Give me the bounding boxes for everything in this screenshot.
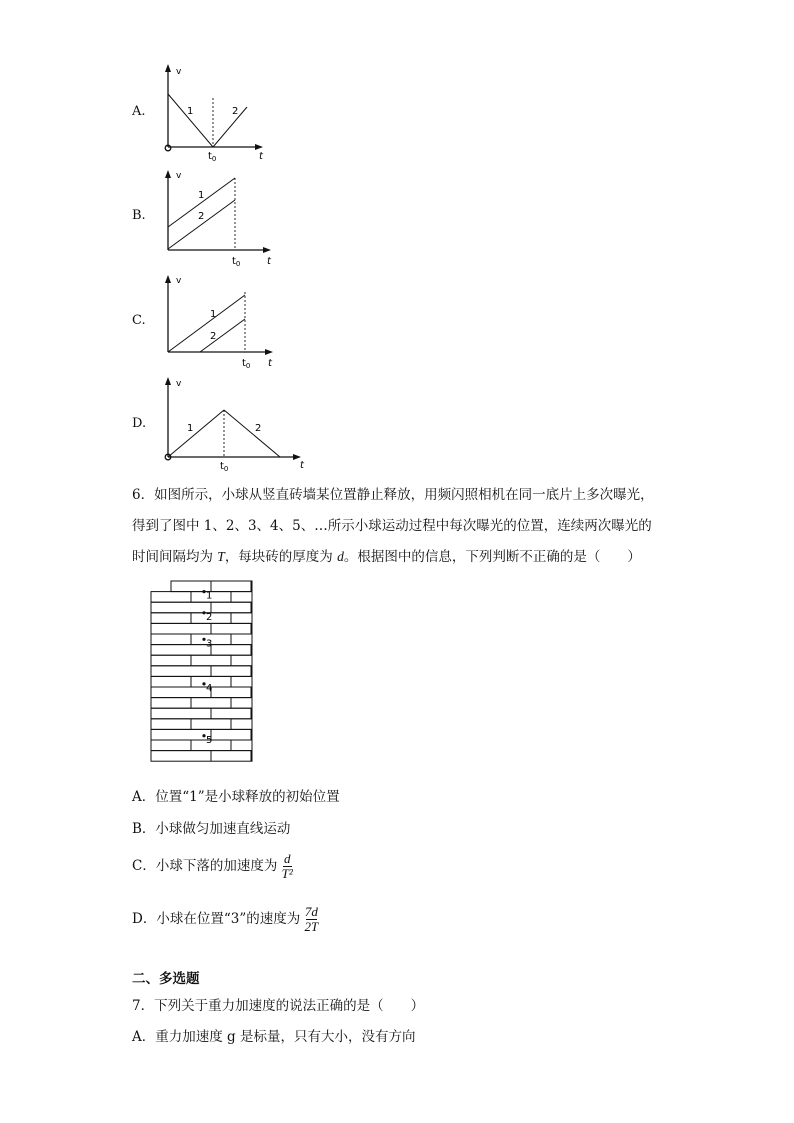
line-1 <box>168 94 213 147</box>
line-2-label: 2 <box>210 331 217 342</box>
v-axis-label: v <box>176 276 182 286</box>
line-1-label: 1 <box>187 106 194 117</box>
q7-stem: 7．下列关于重力加速度的说法正确的是（ ） <box>132 998 425 1014</box>
section-title-multiple-choice: 二、多选题 <box>132 971 200 987</box>
v-axis-label: v <box>176 379 182 389</box>
v-axis-label: v <box>176 67 182 77</box>
q7-option-a: A．重力加速度 g 是标量，只有大小，没有方向 <box>132 1029 416 1045</box>
position-label-5: 5 <box>206 734 213 746</box>
t-axis-label: t <box>268 358 272 369</box>
option-a-label: A. <box>132 104 146 119</box>
line-1 <box>168 295 245 352</box>
q6-line-3: 时间间隔均为 T，每块砖的厚度为 d。根据图中的信息，下列判断不正确的是（ ） <box>132 549 641 565</box>
position-label-2: 2 <box>206 611 213 623</box>
t-axis-label: t <box>259 151 263 162</box>
line-2-label: 2 <box>198 211 205 222</box>
t-axis-label: t <box>267 256 271 267</box>
v-axis-label: v <box>176 171 182 181</box>
line-1-label: 1 <box>198 190 205 201</box>
option-c-graph <box>160 270 282 375</box>
line-2-label: 2 <box>255 423 262 434</box>
option-d-label: D. <box>132 416 147 431</box>
t0-label: $t_0$ <box>208 151 217 163</box>
option-a-graph <box>160 62 275 164</box>
q6-option-c: C．小球下落的加速度为 $\frac{d}{\text{T²}}$ <box>132 851 293 881</box>
q6-option-a: A．位置“1”是小球释放的初始位置 <box>132 789 340 805</box>
option-d-graph <box>160 372 310 472</box>
line-2 <box>224 410 280 457</box>
position-label-4: 4 <box>206 682 213 694</box>
t-axis-label: t <box>300 460 304 471</box>
q6-option-d: D．小球在位置“3”的速度为 $\frac{7d}{2T}$ <box>132 904 319 934</box>
fraction-7d-over-2t: $\frac{7d}{2T}$ <box>304 904 319 934</box>
line-1-label: 1 <box>210 309 217 320</box>
q6-option-b: B．小球做匀加速直线运动 <box>132 821 291 837</box>
line-2-label: 2 <box>232 106 239 117</box>
option-b-graph <box>160 165 280 270</box>
line-2 <box>213 107 247 147</box>
line-1 <box>168 410 224 457</box>
option-c-label: C. <box>132 313 146 328</box>
option-b-label: B. <box>132 208 146 223</box>
q6-line-2: 得到了图中 1、2、3、4、5、…所示小球运动过程中每次曝光的位置，连续两次曝光的 <box>132 518 652 534</box>
t0-label: $t_0$ <box>242 358 251 370</box>
line-1-label: 1 <box>187 423 194 434</box>
position-label-1: 1 <box>206 590 213 602</box>
fraction-d-over-t2: $\frac{d}{\text{T²}}$ <box>281 851 293 881</box>
q6-line-1: 6．如图所示，小球从竖直砖墙某位置静止释放，用频闪照相机在同一底片上多次曝光， <box>132 487 654 503</box>
line-2 <box>200 319 245 352</box>
line-2 <box>168 200 235 249</box>
brick-wall-figure <box>148 578 256 770</box>
t0-label: $t_0$ <box>220 461 229 472</box>
position-label-3: 3 <box>206 638 213 650</box>
t0-label: $t_0$ <box>232 256 241 268</box>
